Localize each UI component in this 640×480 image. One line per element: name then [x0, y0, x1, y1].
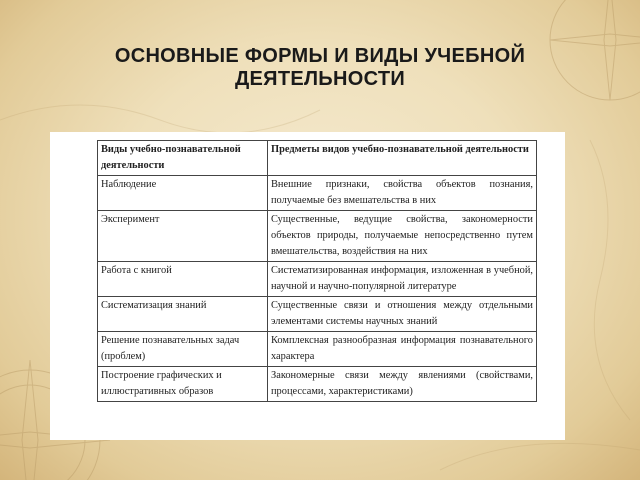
activity-type-cell: Решение познавательных задач (проблем) — [98, 332, 268, 367]
activity-table — [97, 140, 537, 402]
slide-title: ОСНОВНЫЕ ФОРМЫ И ВИДЫ УЧЕБНОЙ ДЕЯТЕЛЬНОСТИ — [114, 45, 526, 90]
activity-type-cell: Систематизация знаний — [98, 297, 268, 332]
header-activity-types: Виды учебно-познавательной деятельности — [98, 141, 268, 176]
activity-subject-cell: Внешние признаки, свойства объектов познания, получаемые без вмешательства в них — [268, 176, 537, 211]
table-row — [98, 332, 537, 367]
table-header-row — [98, 141, 537, 176]
activity-type-cell: Эксперимент — [98, 211, 268, 262]
header-activity-subjects: Предметы видов учебно-познавательной деятельности — [268, 141, 537, 176]
activity-subject-cell: Комплексная разнообразная информация познавательного характера — [268, 332, 537, 367]
activity-subject-cell: Существенные связи и отношения между отдельными элементами системы научных знаний — [268, 297, 537, 332]
table-row — [98, 176, 537, 211]
activity-subject-cell: Закономерные связи между явлениями (свойствами, процессами, характеристиками) — [268, 367, 537, 402]
table-panel — [50, 132, 565, 440]
table-row — [98, 367, 537, 402]
activity-type-cell: Работа с книгой — [98, 262, 268, 297]
activity-subject-cell: Систематизированная информация, изложенная в учебной, научной и научно-популярной литературе — [268, 262, 537, 297]
activity-type-cell: Построение графических и иллюстративных образов — [98, 367, 268, 402]
activity-type-cell: Наблюдение — [98, 176, 268, 211]
table-row — [98, 297, 537, 332]
activity-subject-cell: Существенные, ведущие свойства, закономерности объектов природы, получаемые непосредственно путем вмешательства, воздействия на них — [268, 211, 537, 262]
table-row — [98, 262, 537, 297]
table-row — [98, 211, 537, 262]
